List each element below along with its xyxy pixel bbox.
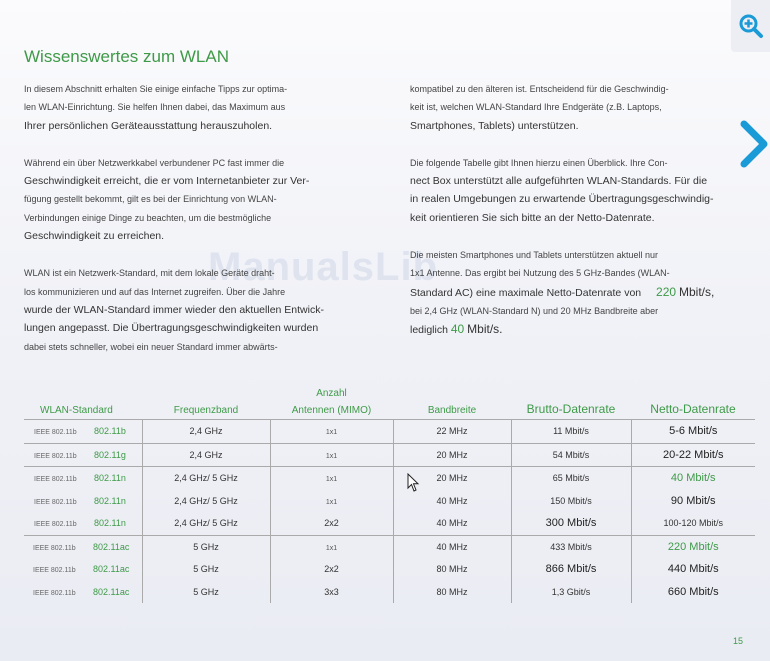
standard-cell: IEEE 802.11b 802.11n (34, 495, 126, 506)
antenna-cell: 1x1 (270, 420, 393, 444)
bandwidth-cell: 40 MHz (393, 490, 511, 513)
table-row (24, 558, 755, 581)
left-text-column (24, 80, 354, 375)
gross-rate-cell: 433 Mbit/s (511, 535, 631, 558)
text-line: wurde der WLAN-Standard immer wieder den aktuellen Entwick- (24, 303, 324, 316)
gross-rate-cell: 150 Mbit/s (511, 490, 631, 513)
net-rate-cell: 660 Mbit/s (631, 581, 755, 604)
antenna-cell: 2x2 (270, 558, 393, 581)
gross-rate-cell: 300 Mbit/s (511, 512, 631, 535)
paragraph (24, 264, 354, 355)
watermark: ManualsLib (208, 245, 439, 289)
text-line: lungen angepasst. Die Übertragungsgeschwindigkeiten wurden (24, 322, 319, 335)
antenna-cell: 1x1 (270, 467, 393, 490)
paragraph (24, 80, 354, 135)
net-rate-cell: 40 Mbit/s (631, 467, 755, 490)
text-line: kompatibel zu den älteren ist. Entscheidend für die Geschwindig- (410, 84, 669, 94)
table-row (24, 467, 755, 490)
table-row (24, 535, 755, 558)
zoom-in-icon (738, 13, 764, 39)
antenna-cell: 3x3 (270, 581, 393, 604)
standard-cell: IEEE 802.11b 802.11ac (33, 564, 130, 575)
band-cell: 2,4 GHz (142, 443, 270, 467)
band-cell: 5 GHz (142, 535, 270, 558)
antenna-cell: 1x1 (270, 443, 393, 467)
antenna-cell: 2x2 (270, 512, 393, 535)
right-text-column (410, 80, 750, 359)
net-rate-cell: 100-120 Mbit/s (631, 512, 755, 535)
text-line: lediglich 40 Mbit/s. (410, 322, 503, 337)
zoom-button[interactable] (731, 0, 770, 52)
bandwidth-cell: 40 MHz (393, 535, 511, 558)
text-line: keit orientieren Sie sich bitte an der Netto-Datenrate. (410, 211, 655, 224)
text-line: Geschwindigkeit zu erreichen. (24, 230, 165, 243)
standard-cell: IEEE 802.11b 802.11n (34, 518, 126, 529)
text-line: 1x1 Antenne. Das ergibt bei Nutzung des 5 GHz-Bandes (WLAN- (410, 268, 670, 279)
header-net-rate: Netto-Datenrate (650, 402, 736, 416)
page-title: Wissenswertes zum WLAN (24, 47, 229, 67)
text-line: keit ist, welchen WLAN-Standard Ihre Endgeräte (z.B. Laptops, (410, 102, 662, 113)
text-line: WLAN ist ein Netzwerk-Standard, mit dem lokale Geräte draht- (24, 268, 275, 279)
header-band: Frequenzband (173, 405, 239, 416)
text-line: los kommunizieren und auf das Internet zugreifen. Über die Jahre (24, 286, 286, 297)
standard-cell: IEEE 802.11b 802.11g (24, 443, 142, 467)
text-line: Ihrer persönlichen Geräteausstattung herauszuholen. (24, 119, 273, 132)
text-line: dabei stets schneller, wobei ein neuer Standard immer abwärts- (24, 341, 278, 352)
gross-rate-cell: 866 Mbit/s (511, 558, 631, 581)
net-rate-cell: 5-6 Mbit/s (631, 420, 755, 444)
gross-rate-cell: 1,3 Gbit/s (511, 581, 631, 604)
text-line: Während ein über Netzwerkkabel verbundener PC fast immer die (24, 157, 285, 168)
gross-rate-cell: 11 Mbit/s (511, 420, 631, 444)
header-bandwidth: Bandbreite (427, 405, 477, 416)
text-line: bei 2,4 GHz (WLAN-Standard N) und 20 MHz Bandbreite aber (410, 305, 659, 316)
paragraph (410, 154, 750, 227)
gross-rate-cell: 54 Mbit/s (511, 443, 631, 467)
antenna-cell: 1x1 (270, 535, 393, 558)
bandwidth-cell: 80 MHz (393, 581, 511, 604)
text-line: len WLAN-Einrichtung. Sie helfen Ihnen dabei, das Maximum aus (24, 102, 286, 113)
band-cell: 5 GHz (142, 558, 270, 581)
text-line: In diesem Abschnitt erhalten Sie einige einfache Tipps zur optima- (24, 84, 288, 94)
table-header-row (24, 388, 755, 420)
text-line: Smartphones, Tablets) unterstützen. (410, 119, 579, 132)
band-cell: 2,4 GHz/ 5 GHz (142, 512, 270, 535)
page-number: 15 (733, 636, 744, 646)
table-row (24, 581, 755, 604)
net-rate-cell: 220 Mbit/s (631, 535, 755, 558)
text-line: fügung gestellt bekommt, gilt es bei der Einrichtung von WLAN- (24, 194, 277, 205)
text-line: nect Box unterstützt alle aufgeführten WLAN-Standards. Für die (410, 175, 708, 188)
standard-cell: IEEE 802.11b 802.11b (24, 420, 142, 444)
header-antenna: Anzahl Antennen (MIMO) (291, 388, 372, 416)
standard-cell: IEEE 802.11b 802.11ac (33, 586, 130, 597)
bandwidth-cell: 40 MHz (393, 512, 511, 535)
table-row (24, 443, 755, 467)
gross-rate-cell: 65 Mbit/s (511, 467, 631, 490)
wlan-standards-table (24, 388, 755, 603)
band-cell: 2,4 GHz/ 5 GHz (142, 490, 270, 513)
mouse-cursor-icon (407, 473, 421, 493)
bandwidth-cell: 20 MHz (393, 467, 511, 490)
text-line: Geschwindigkeit erreicht, die er vom Internetanbieter zur Ver- (24, 175, 310, 188)
band-cell: 5 GHz (142, 581, 270, 604)
text-line: Standard AC) eine maximale Netto-Datenrate von 220 Mbit/s, (410, 284, 715, 299)
table-row (24, 490, 755, 513)
paragraph (410, 246, 750, 339)
table-row (24, 512, 755, 535)
text-line: Die meisten Smartphones und Tablets unterstützen aktuell nur (410, 250, 658, 261)
text-line: Die folgende Tabelle gibt Ihnen hierzu einen Überblick. Ihre Con- (410, 157, 668, 168)
header-gross-rate: Brutto-Datenrate (526, 402, 616, 416)
standard-cell: IEEE 802.11b 802.11ac (24, 535, 142, 558)
bandwidth-cell: 80 MHz (393, 558, 511, 581)
band-cell: 2,4 GHz (142, 420, 270, 444)
text-line: in realen Umgebungen zu erwartende Übertragungsgeschwindig- (410, 193, 714, 206)
net-rate-cell: 20-22 Mbit/s (631, 443, 755, 467)
standard-cell: IEEE 802.11b 802.11n (24, 467, 142, 490)
antenna-cell: 1x1 (270, 490, 393, 513)
text-line: Verbindungen einige Dinge zu beachten, um die bestmögliche (24, 212, 272, 223)
paragraph (410, 80, 750, 135)
paragraph (24, 154, 354, 245)
net-rate-cell: 90 Mbit/s (631, 490, 755, 513)
header-standard: WLAN-Standard (40, 405, 113, 416)
bandwidth-cell: 20 MHz (393, 443, 511, 467)
table-row (24, 420, 755, 444)
bandwidth-cell: 22 MHz (393, 420, 511, 444)
net-rate-cell: 440 Mbit/s (631, 558, 755, 581)
band-cell: 2,4 GHz/ 5 GHz (142, 467, 270, 490)
